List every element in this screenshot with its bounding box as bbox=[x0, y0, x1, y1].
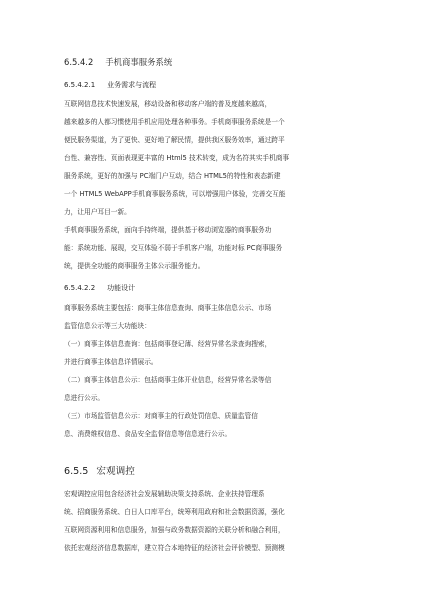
paragraph-line: 并进行商事主体信息详情展示。 bbox=[64, 358, 158, 366]
paragraph-line: 统、招商服务系统、白日人口库平台，统筹利用政府和社会数据资源，强化 bbox=[64, 508, 285, 516]
section-title: 功能设计 bbox=[107, 284, 136, 292]
paragraph-line: 互联网信息技术快速发展，移动设备和移动客户端的普及度越来越高， bbox=[64, 100, 272, 108]
section-title: 业务需求与流程 bbox=[107, 81, 157, 89]
section-number: 6.5.4.2.2 bbox=[64, 284, 96, 292]
section-heading-655 bbox=[64, 463, 135, 477]
section-number: 6.5.4.2 bbox=[64, 57, 94, 67]
paragraph-line: 监管信息公示等三大功能块： bbox=[64, 322, 151, 330]
paragraph-line: 宏观调控应用包含经济社会发展辅助决策支持系统、企业扶持管理系 bbox=[64, 490, 265, 498]
paragraph-line: 手机商事服务系统，面向手持终端，提供基于移动浏览器的商事服务功 bbox=[64, 226, 272, 234]
paragraph-line: 便民服务渠道，为了更快、更好地了解民情，提供我区服务效率，通过跨平 bbox=[64, 136, 285, 144]
paragraph-line: 台性、兼容性、页面表现更丰富的 Html5 技术转变，成为名符其实手机商事 bbox=[64, 154, 290, 162]
paragraph-line: （一）商事主体信息查询：包括商事登记薄、经营异常名录查询搜索， bbox=[64, 340, 272, 348]
paragraph-line: 服务系统，更好的加强与 PC端门户互动，结合 HTML5的特性和表态新建 bbox=[64, 172, 281, 180]
paragraph-line: 能：系统功能、展现，交互体验不弱于手机客户端，功能对标 PC商事服务 bbox=[64, 244, 283, 252]
paragraph-line: 一个 HTML5 WebAPP手机商事服务系统，可以增强用户体验，完善交互能 bbox=[64, 190, 286, 198]
paragraph-line: （二）商事主体信息公示：包括商事主体开业信息，经营异常名录等信 bbox=[64, 376, 272, 384]
paragraph-line: （三）市场监管信息公示：对商事主的行政处罚信息、质量监管信 bbox=[64, 412, 258, 420]
section-title: 宏观调控 bbox=[96, 466, 135, 477]
paragraph-line: 越来越多的人都习惯使用手机应用处理各种事务。手机商事服务系统是一个 bbox=[64, 118, 285, 126]
paragraph-line: 力，让用户耳目一新。 bbox=[64, 208, 131, 216]
section-title: 手机商事服务系统 bbox=[105, 57, 173, 67]
paragraph-line: 息进行公示。 bbox=[64, 394, 105, 402]
section-number: 6.5.4.2.1 bbox=[64, 81, 96, 89]
section-heading-6542 bbox=[64, 56, 172, 68]
subsection-heading-65422 bbox=[64, 283, 135, 293]
paragraph-line: 商事服务系统主要包括：商事主体信息查询、商事主体信息公示、市场 bbox=[64, 304, 272, 312]
paragraph-line: 息、消费维权信息、食品安全监督信息等信息进行公示。 bbox=[64, 430, 232, 438]
section-number: 6.5.5 bbox=[64, 466, 89, 477]
paragraph-line: 依托宏观经济信息数据库，建立符合本地特征的经济社会评价模型、预测模 bbox=[64, 544, 285, 552]
subsection-heading-65421 bbox=[64, 80, 156, 90]
paragraph-line: 统，提供全功能的商事服务主体公示服务能力。 bbox=[64, 262, 205, 270]
paragraph-line: 互联网资源利用和信息服务，加强与政务数据资源的关联分析和融合利用， bbox=[64, 526, 285, 534]
